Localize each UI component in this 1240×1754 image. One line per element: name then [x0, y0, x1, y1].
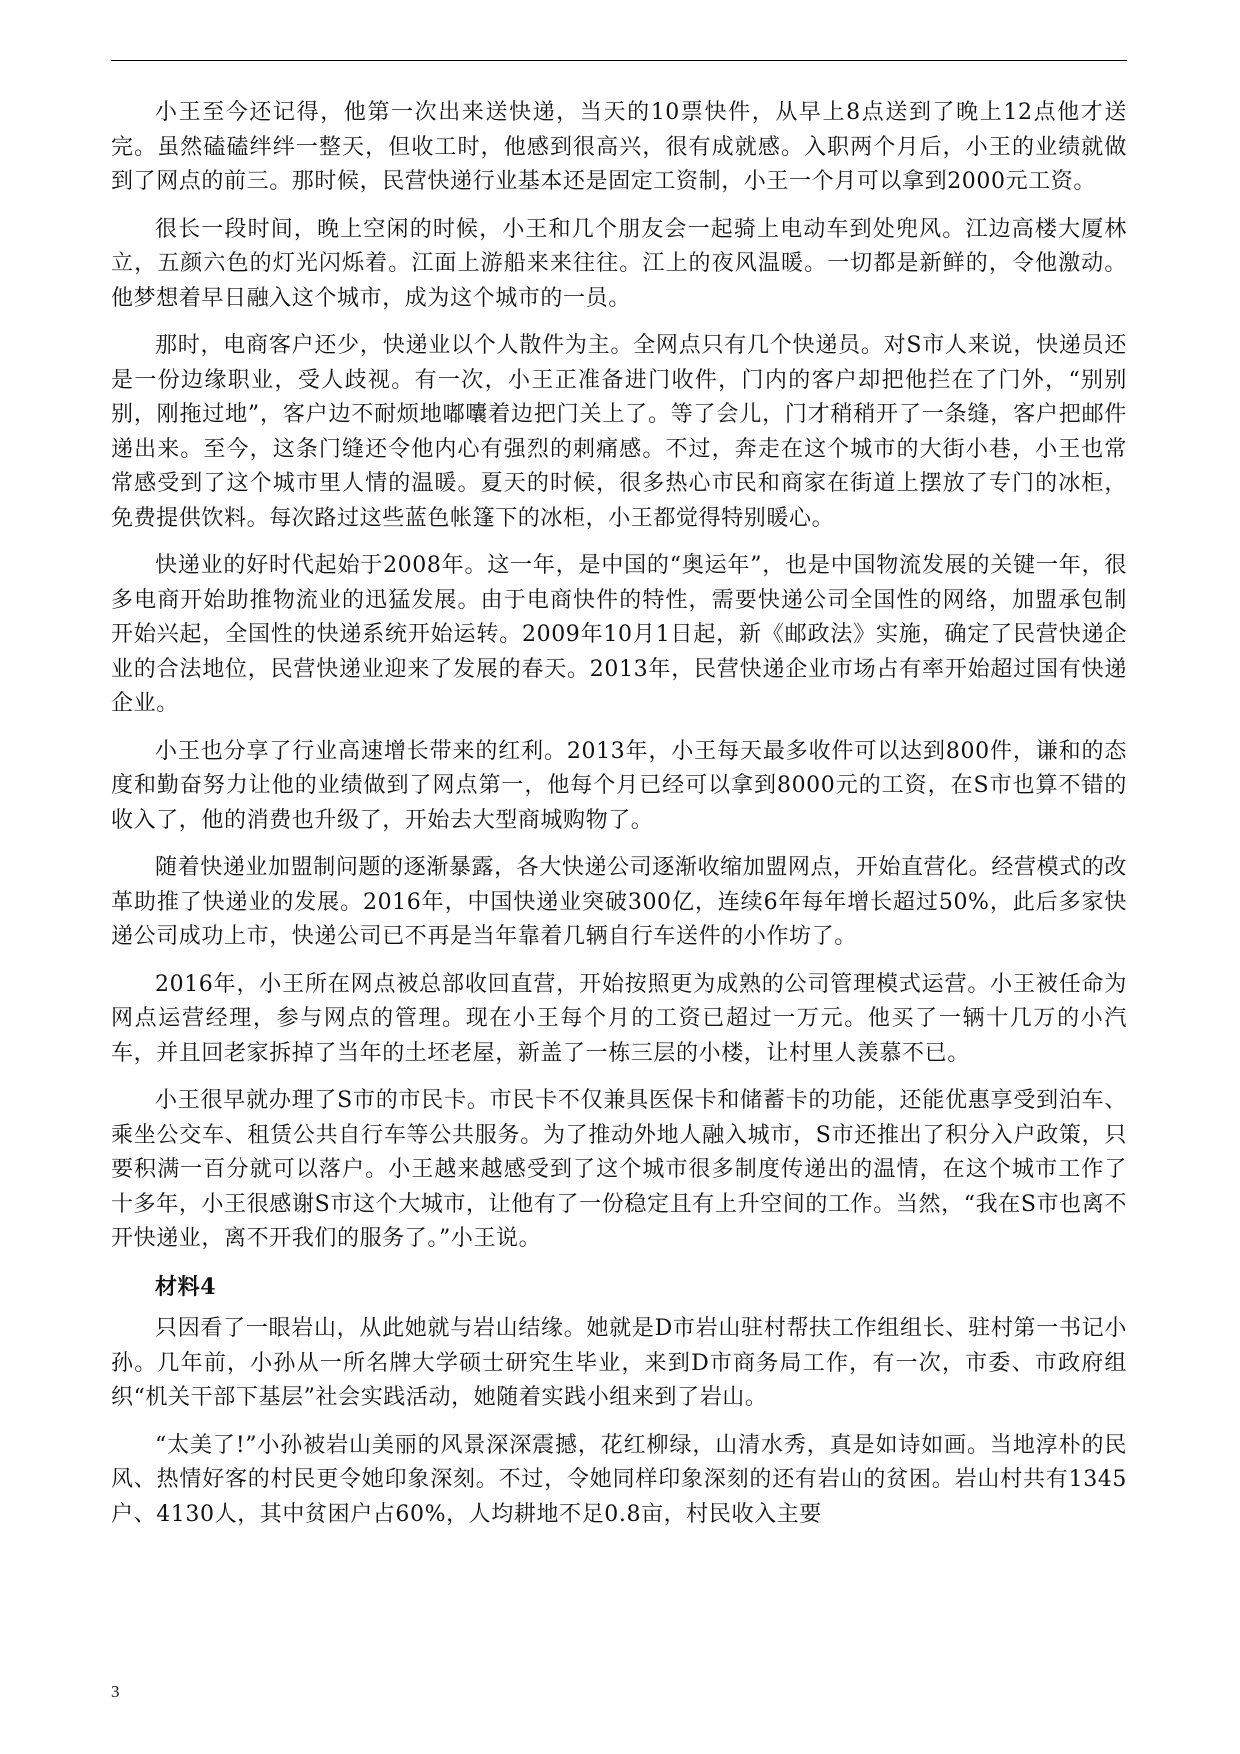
header-rule [111, 60, 1127, 61]
section-heading: 材料4 [155, 1273, 217, 1300]
paragraph: 随着快递业加盟制问题的逐渐暴露，各大快递公司逐渐收缩加盟网点，开始直营化。经营模式的改革助推了快递业的发展。2016年，中国快递业突破300亿，连续6年每年增长超过50%，此后多家快递公司成功上市，快递公司已不再是当年靠着几辆自行车送件的小作坊了。 [111, 855, 1127, 949]
paragraph: 小王很早就办理了S市的市民卡。市民卡不仅兼具医保卡和储蓄卡的功能，还能优惠享受到泊车、乘坐公交车、租赁公共自行车等公共服务。为了推动外地人融入城市，S市还推出了积分入户政策，只要积满一百分就可以落户。小王越来越感受到了这个城市很多制度传递出的温情，在这个城市工作了十多年，小王很感谢S市这个大城市，让他有了一份稳定且有上升空间的工作。当然，“我在S市也离不开快递业，离不开我们的服务了。”小王说。 [111, 1088, 1127, 1251]
paragraph: 小王至今还记得，他第一次出来送快递，当天的10票快件，从早上8点送到了晚上12点他才送完。虽然磕磕绊绊一整天，但收工时，他感到很高兴，很有成就感。入职两个月后，小王的业绩就做到了网点的前三。那时候，民营快递行业基本还是固定工资制，小王一个月可以拿到2000元工资。 [111, 100, 1127, 194]
paragraph: 很长一段时间，晚上空闲的时候，小王和几个朋友会一起骑上电动车到处兜风。江边高楼大厦林立，五颜六色的灯光闪烁着。江面上游船来来往往。江上的夜风温暖。一切都是新鲜的，令他激动。他梦想着早日融入这个城市，成为这个城市的一员。 [111, 216, 1127, 311]
paragraph: 小王也分享了行业高速增长带来的红利。2013年，小王每天最多收件可以达到800件，谦和的态度和勤奋努力让他的业绩做到了网点第一，他每个月已经可以拿到8000元的工资，在S市也算不错的收入了，他的消费也升级了，开始去大型商城购物了。 [111, 738, 1127, 833]
body-text [111, 96, 1127, 1545]
page-number: 3 [111, 1682, 120, 1701]
paragraph: 那时，电商客户还少，快递业以个人散件为主。全网点只有几个快递员。对S市人来说，快递员还是一份边缘职业，受人歧视。有一次，小王正准备进门收件，门内的客户却把他拦在了门外，“别别别，刚拖过地”，客户边不耐烦地嘟囔着边把门关上了。等了会儿，门才稍稍开了一条缝，客户把邮件递出来。至今，这条门缝还令他内心有强烈的刺痛感。不过，奔走在这个城市的大街小巷，小王也常常感受到了这个城市里人情的温暖。夏天的时候，很多热心市民和商家在街道上摆放了专门的冰柜，免费提供饮料。每次路过这些蓝色帐篷下的冰柜，小王都觉得特别暖心。 [111, 333, 1127, 531]
paragraph: “太美了!”小孙被岩山美丽的风景深深震撼，花红柳绿，山清水秀，真是如诗如画。当地淳朴的民风、热情好客的村民更令她印象深刻。不过，令她同样印象深刻的还有岩山的贫困。岩山村共有1345户、4130人，其中贫困户占60%，人均耕地不足0.8亩，村民收入主要 [111, 1432, 1127, 1527]
paragraph: 快递业的好时代起始于2008年。这一年，是中国的“奥运年”，也是中国物流发展的关键一年，很多电商开始助推物流业的迅猛发展。由于电商快件的特性，需要快递公司全国性的网络，加盟承包制开始兴起，全国性的快递系统开始运转。2009年10月1日起，新《邮政法》实施，确定了民营快递企业的合法地位，民营快递业迎来了发展的春天。2013年，民营快递企业市场占有率开始超过国有快递企业。 [111, 553, 1127, 716]
paragraph: 2016年，小王所在网点被总部收回直营，开始按照更为成熟的公司管理模式运营。小王被任命为网点运营经理，参与网点的管理。现在小王每个月的工资已超过一万元。他买了一辆十几万的小汽车，并且回老家拆掉了当年的土坯老屋，新盖了一栋三层的小楼，让村里人羡慕不已。 [111, 971, 1127, 1066]
paragraph: 只因看了一眼岩山，从此她就与岩山结缘。她就是D市岩山驻村帮扶工作组组长、驻村第一书记小孙。几年前，小孙从一所名牌大学硕士研究生毕业，来到D市商务局工作，有一次，市委、市政府组织“机关干部下基层”社会实践活动，她随着实践小组来到了岩山。 [111, 1316, 1127, 1410]
